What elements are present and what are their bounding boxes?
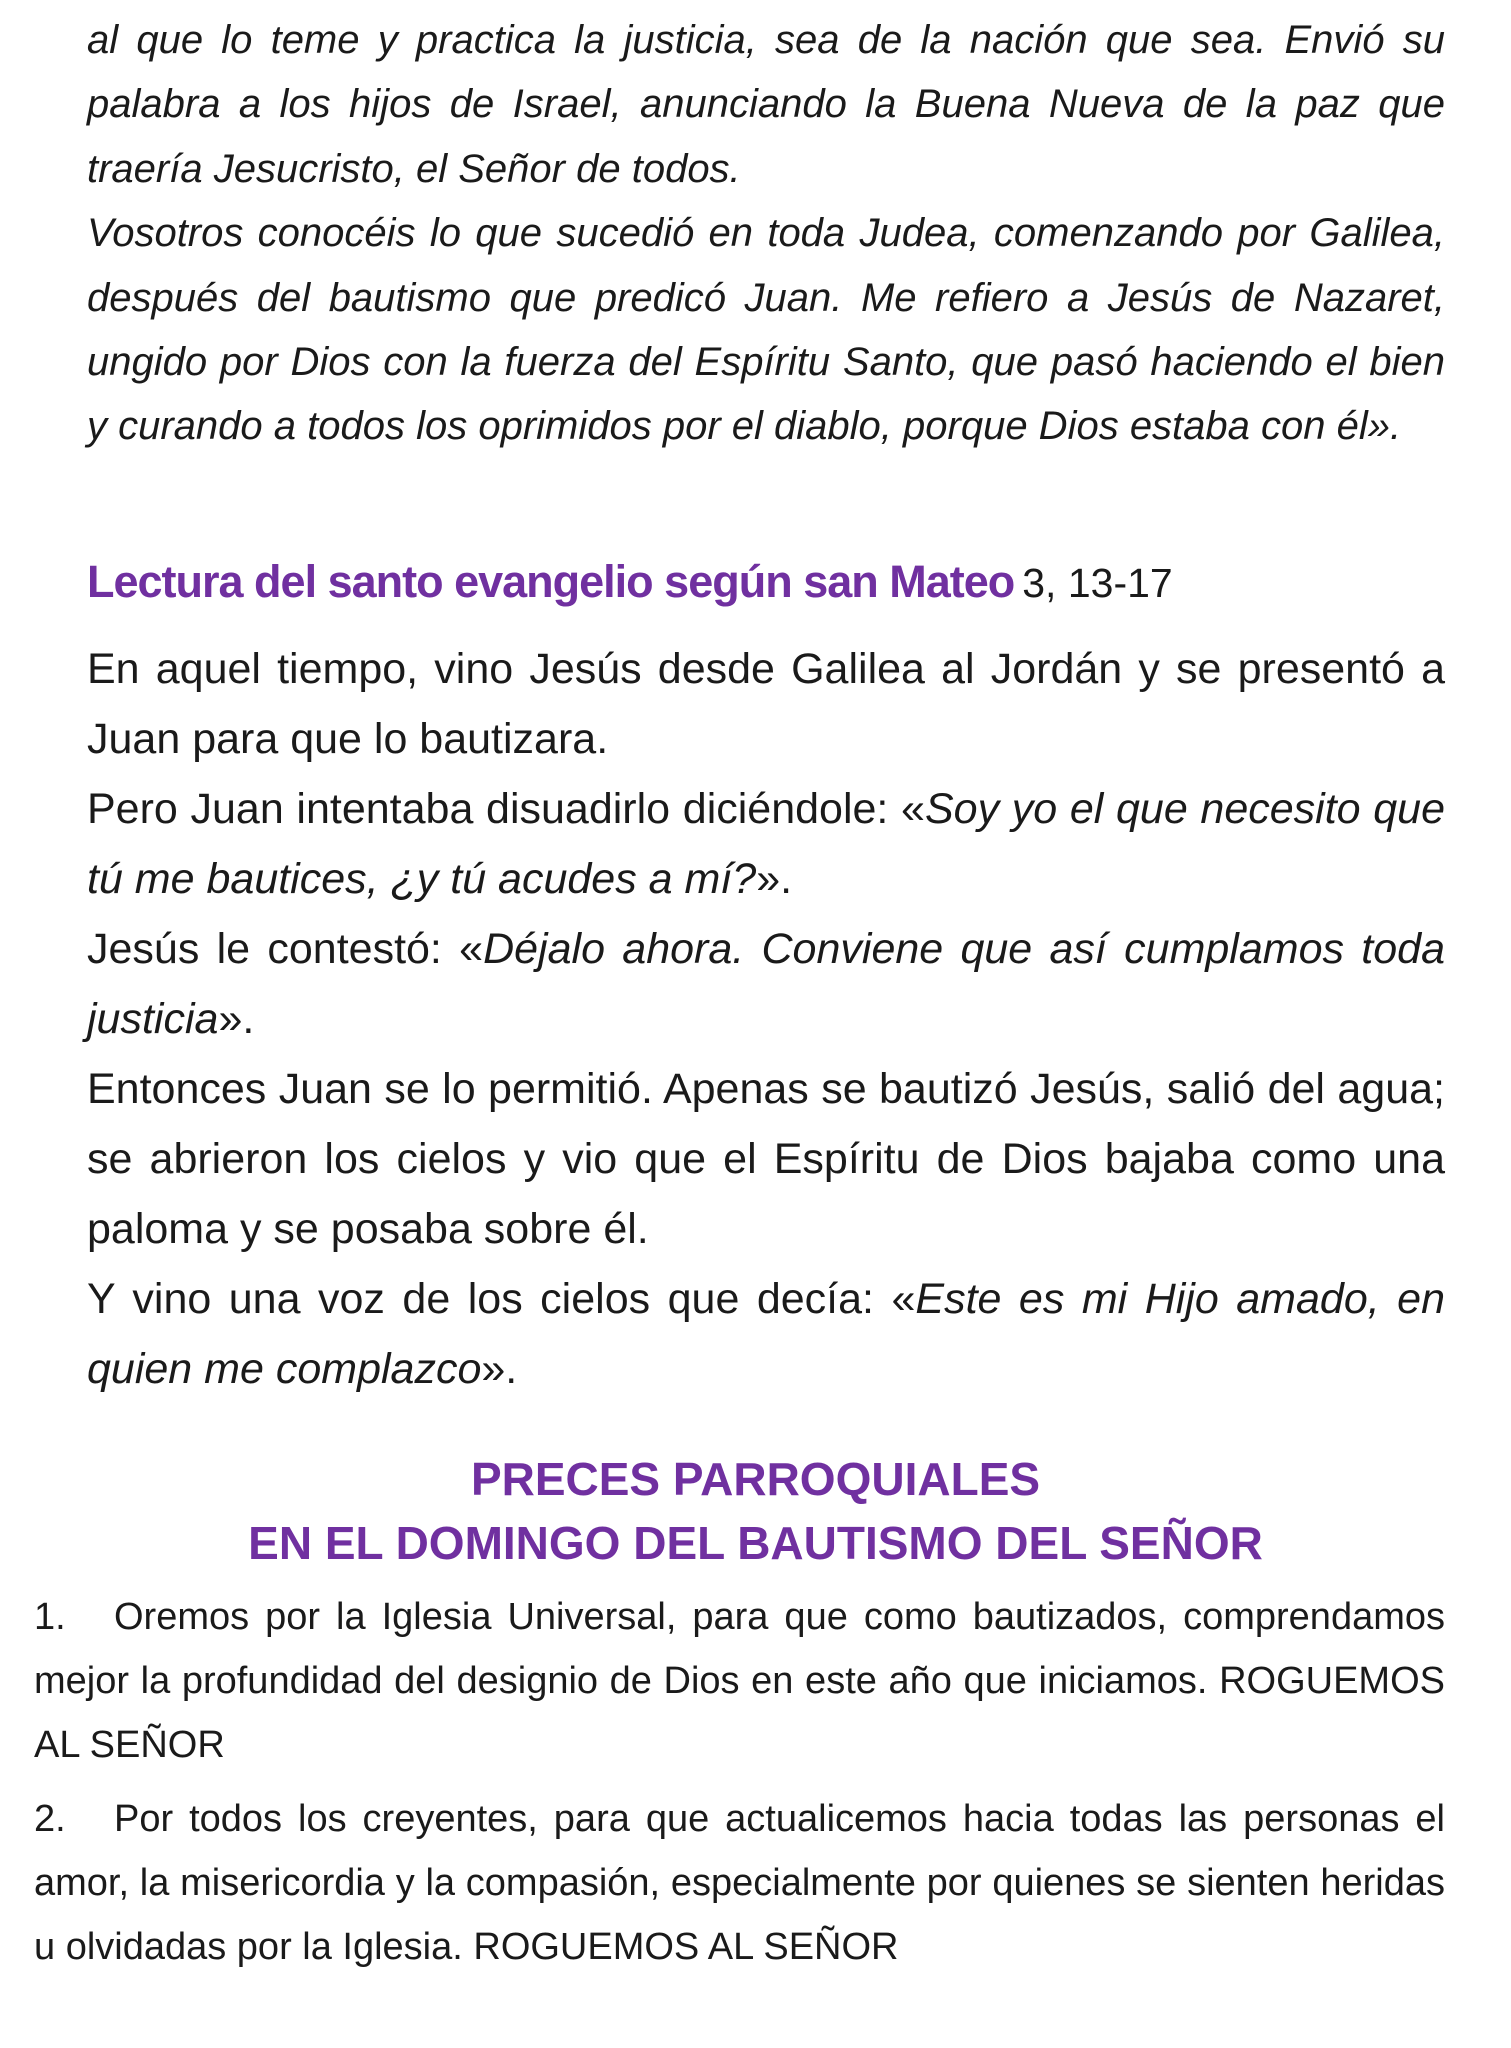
preces-item: [34, 1787, 1445, 1979]
gospel-p5-tail: ».: [481, 1345, 518, 1393]
gospel-p2-quote: Soy yo el que necesito que tú me bautices, ¿y tú acudes a mí?: [87, 785, 1445, 903]
gospel-p5-quote: Este es mi Hijo amado, en quien me complazco: [87, 1275, 1445, 1393]
preces-item-number: 2.: [34, 1798, 66, 1840]
gospel-p3-quote: Déjalo ahora. Conviene que así cumplamos toda justicia: [87, 925, 1445, 1043]
gospel-text: [87, 634, 1445, 1404]
gospel-paragraph-2: [87, 774, 1445, 914]
preces-item-number: 1.: [34, 1596, 66, 1638]
gospel-paragraph-1: En aquel tiempo, vino Jesús desde Galilea al Jordán y se presentó a Juan para que lo bautizara.: [87, 645, 1445, 763]
gospel-p2-lead: Pero Juan intentaba disuadirlo diciéndole: «: [87, 785, 925, 833]
preces-list: [34, 1585, 1445, 1989]
gospel-reference: 3, 13-17: [1022, 560, 1173, 606]
gospel-paragraph-3: [87, 914, 1445, 1054]
preces-item-text: Oremos por la Iglesia Universal, para que como bautizados, comprendamos mejor la profundidad del designio de Dios en este año que iniciamos. ROGUEMOS AL SEÑOR: [34, 1596, 1445, 1766]
preces-item: [34, 1585, 1445, 1777]
gospel-title: Lectura del santo evangelio según san Mateo: [87, 556, 1015, 607]
gospel-p5-lead: Y vino una voz de los cielos que decía: «: [87, 1275, 916, 1323]
gospel-heading: [87, 550, 1173, 615]
gospel-p3-lead: Jesús le contestó: «: [87, 925, 484, 973]
preces-title-line-1: PRECES PARROQUIALES: [470, 1453, 1041, 1505]
gospel-paragraph-5: [87, 1264, 1445, 1404]
first-reading-paragraph-1: al que lo teme y practica la justicia, sea de la nación que sea. Envió su palabra a los hijos de Israel, anunciando la Buena Nueva de la paz que traería Jesucristo, el Señor de todos.: [87, 18, 1445, 191]
first-reading-text: [87, 8, 1445, 459]
gospel-p3-tail: ».: [218, 995, 255, 1043]
gospel-paragraph-4: Entonces Juan se lo permitió. Apenas se bautizó Jesús, salió del agua; se abrieron los cielos y vio que el Espíritu de Dios bajaba como una paloma y se posaba sobre él.: [87, 1065, 1445, 1253]
gospel-p2-tail: ».: [756, 855, 793, 903]
preces-title-line-2: EN EL DOMINGO DEL BAUTISMO DEL SEÑOR: [248, 1517, 1263, 1569]
first-reading-paragraph-2: Vosotros conocéis lo que sucedió en toda Judea, comenzando por Galilea, después del bautismo que predicó Juan. Me refiero a Jesús de Nazaret, ungido por Dios con la fuerza del Espíritu Santo, que pasó haciendo el bien y curando a todos los oprimidos por el diablo, porque Dios estaba con él».: [87, 211, 1445, 449]
preces-item-text: Por todos los creyentes, para que actualicemos hacia todas las personas el amor, la misericordia y la compasión, especialmente por quienes se sienten heridas u olvidadas por la Iglesia. ROGUEMOS AL SEÑOR: [34, 1798, 1445, 1968]
